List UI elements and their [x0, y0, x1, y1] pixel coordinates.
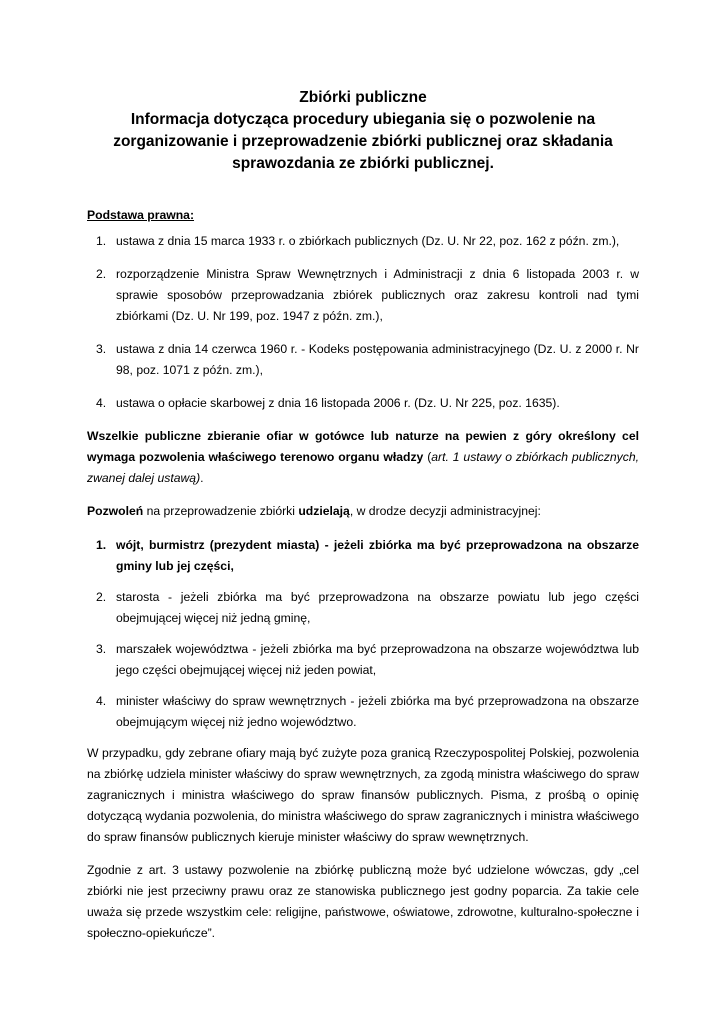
list-item-text: starosta - jeżeli zbiórka ma być przeprowadzona na obszarze powiatu lub jego części obejmującej więcej niż jedną gminę, — [116, 590, 639, 625]
list-item-number: 4. — [96, 694, 107, 708]
list-item — [87, 393, 639, 414]
issuers-intro-text-2: , w drodze decyzji administracyjnej: — [349, 504, 541, 518]
list-item — [87, 535, 639, 577]
issuers-list — [87, 535, 639, 733]
title-line-2: Informacja dotycząca procedury ubiegania się o pozwolenie na — [130, 111, 596, 128]
list-item-text: ustawa z dnia 14 czerwca 1960 r. - Kodeks postępowania administracyjnego (Dz. U. z 2000 r. Nr 98, poz. 1071 z późn. zm.), — [116, 342, 639, 377]
document-title — [87, 87, 639, 175]
list-item — [87, 587, 639, 629]
list-item-text: ustawa o opłacie skarbowej z dnia 16 listopada 2006 r. (Dz. U. Nr 225, poz. 1635). — [116, 396, 560, 410]
list-item — [87, 691, 639, 733]
list-item — [87, 264, 639, 327]
list-item-text: rozporządzenie Ministra Spraw Wewnętrznych i Administracji z dnia 6 listopada 2003 r. w sprawie sposobów przeprowadzania zbiórek publicznych oraz zakresu kontroli nad tymi zbiórkami (Dz. U. Nr 199, poz. 1947 z późn. zm.), — [116, 267, 639, 323]
list-item-text: ustawa z dnia 15 marca 1933 r. o zbiórkach publicznych (Dz. U. Nr 22, poz. 162 z późn. zm.), — [116, 234, 620, 248]
list-item-number: 1. — [96, 234, 107, 248]
list-item — [87, 231, 639, 252]
goals-paragraph: Zgodnie z art. 3 ustawy pozwolenie na zbiórkę publiczną może być udzielone wówczas, gdy „cel zbiórki nie jest przeciwny prawu oraz ze stanowiska publicznego jest godny poparcia. Za takie cele uważa się przede wszystkim cele: religijne, państwowe, oświatowe, zdrowotne, kulturalno-społeczne i społeczno-opiekuńcze”. — [87, 863, 639, 940]
issuers-intro-text-1: na przeprowadzenie zbiórki — [143, 504, 299, 518]
document-page — [87, 87, 639, 956]
list-item-number: 4. — [96, 396, 107, 410]
requirement-italic-text: art. 1 ustawy o zbiórkach publicznych, zwanej dalej ustawą) — [87, 450, 639, 485]
issuers-intro-bold-1: Pozwoleń — [87, 504, 144, 518]
list-item-number: 2. — [96, 590, 107, 604]
list-item-number: 2. — [96, 267, 107, 281]
issuers-intro-bold-2: udzielają — [298, 504, 350, 518]
requirement-paren: ( — [423, 450, 432, 464]
title-line-4: sprawozdania ze zbiórki publicznej. — [232, 155, 494, 172]
list-item-text: minister właściwy do spraw wewnętrznych - jeżeli zbiórka ma być przeprowadzona na obszarze obejmującym więcej niż jedno województwo. — [116, 694, 639, 729]
list-item — [87, 339, 639, 381]
list-item-text: wójt, burmistrz (prezydent miasta) - jeżeli zbiórka ma być przeprowadzona na obszarze gminy lub jej części, — [116, 538, 639, 573]
list-item-number: 3. — [96, 642, 107, 656]
requirement-period: . — [200, 471, 204, 485]
list-item-number: 1. — [96, 538, 107, 552]
list-item-number: 3. — [96, 342, 107, 356]
requirement-bold-text: Wszelkie publiczne zbieranie ofiar w gotówce lub naturze na pewien z góry określony cel wymaga pozwolenia właściwego terenowo organu władzy — [87, 429, 639, 464]
requirement-paragraph — [87, 426, 639, 489]
abroad-paragraph: W przypadku, gdy zebrane ofiary mają być zużyte poza granicą Rzeczypospolitej Polskiej, pozwolenia na zbiórkę udziela minister właściwy do spraw wewnętrznych, za zgodą ministra właściwego do spraw zagranicznych i ministra właściwego do spraw finansów publicznych. Pisma, z prośbą o opinię dotyczącą wydania pozwolenia, do ministra właściwego do spraw zagranicznych i ministra właściwego do spraw finansów publicznych kieruje minister właściwy do spraw wewnętrznych. — [87, 746, 639, 844]
title-line-1: Zbiórki publiczne — [299, 89, 427, 106]
list-item — [87, 639, 639, 681]
title-line-3: zorganizowanie i przeprowadzenie zbiórki publicznej oraz składania — [113, 133, 613, 150]
legal-basis-heading: Podstawa prawna: — [87, 208, 195, 222]
list-item-text: marszałek województwa - jeżeli zbiórka ma być przeprowadzona na obszarze województwa lub jego części obejmującej więcej niż jeden powiat, — [116, 642, 639, 677]
issuers-intro — [87, 501, 639, 522]
legal-basis-list — [87, 231, 639, 414]
